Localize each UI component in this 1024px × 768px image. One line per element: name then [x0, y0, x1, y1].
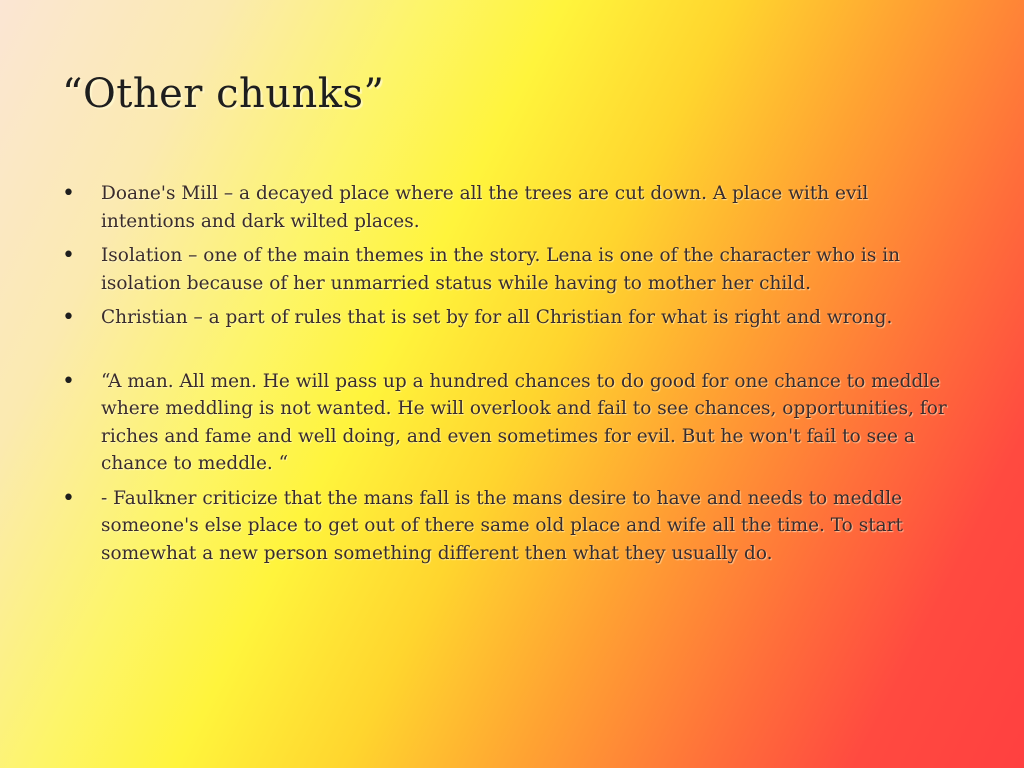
bullet-item	[62, 180, 962, 235]
bullet-dot-icon: •	[62, 485, 75, 511]
bullet-dot-icon: •	[62, 181, 75, 206]
bullet-item	[62, 368, 962, 478]
slide-title: “Other chunks”	[62, 71, 385, 117]
bullet-text: Doane's Mill – a decayed place where all the trees are cut down. A place with evil intentions and dark wilted places.	[101, 183, 869, 232]
bullet-item	[62, 485, 962, 568]
bullet-text: “A man. All men. He will pass up a hundred chances to do good for one chance to meddle where meddling is not wanted. He will overlook and fail to see chances, opportunities, for riches and fame and well doing, and even sometimes for evil. But he won't fail to see a chance to meddle. “	[101, 370, 947, 474]
bullet-text: Isolation – one of the main themes in the story. Lena is one of the character who is in isolation because of her unmarried status while having to mother her child.	[101, 245, 901, 294]
bullet-dot-icon: •	[62, 305, 75, 330]
bullet-item	[62, 304, 962, 332]
bullet-dot-icon: •	[62, 243, 75, 268]
bullet-text: Christian – a part of rules that is set by for all Christian for what is right and wrong.	[101, 307, 893, 328]
bullet-dot-icon: •	[62, 368, 75, 394]
bullet-item	[62, 242, 962, 297]
bullet-text: - Faulkner criticize that the mans fall is the mans desire to have and needs to meddle someone's else place to get out of there same old place and wife all the time. To start somewhat a new person something different then what they usually do.	[101, 487, 903, 564]
bullet-list	[62, 180, 962, 567]
